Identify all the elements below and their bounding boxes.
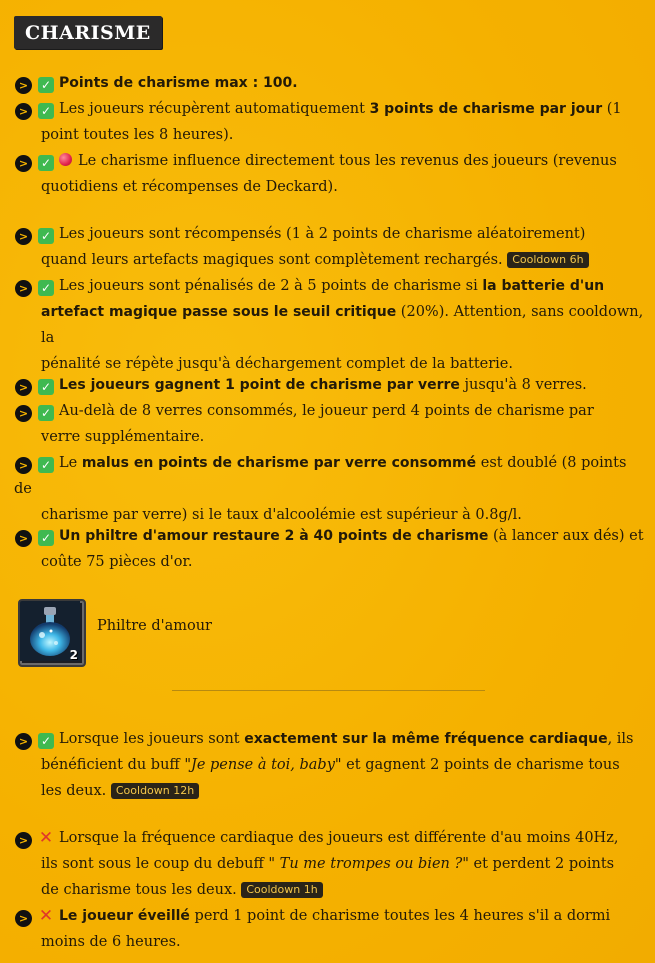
item-text: pénalité se répète jusqu'à déchargement complet de la batterie. bbox=[41, 356, 513, 372]
arrow-circle-icon: > bbox=[15, 405, 32, 422]
item-text: ils sont sous le coup du debuff " bbox=[41, 856, 280, 872]
item-text: moins de 6 heures. bbox=[41, 934, 181, 950]
item-text: Les joueurs sont pénalisés de 2 à 5 points de charisme si bbox=[59, 278, 483, 294]
title-banner bbox=[14, 16, 162, 49]
item-text: (20%). Attention, sans cooldown, la bbox=[41, 304, 644, 346]
cross-mark-icon: ✕ bbox=[38, 906, 54, 926]
list-item bbox=[14, 273, 644, 377]
item-bold-text: exactement sur la même fréquence cardiaque bbox=[244, 731, 608, 747]
arrow-circle-icon: > bbox=[15, 379, 32, 396]
check-mark-icon: ✓ bbox=[38, 457, 54, 473]
list-item bbox=[14, 726, 644, 804]
red-circle-icon bbox=[59, 153, 72, 166]
arrow-circle-icon: > bbox=[15, 280, 32, 297]
arrow-circle-icon: > bbox=[15, 77, 32, 94]
list-item bbox=[14, 70, 644, 96]
arrow-circle-icon: > bbox=[15, 530, 32, 547]
item-text: Le bbox=[59, 455, 82, 471]
item-text: (1 bbox=[602, 101, 622, 117]
divider bbox=[172, 690, 485, 691]
potion-count: 2 bbox=[69, 648, 78, 662]
cooldown-badge: Cooldown 6h bbox=[507, 252, 588, 268]
cooldown-badge: Cooldown 12h bbox=[111, 783, 199, 799]
item-bold-text: malus en points de charisme par verre consommé bbox=[81, 455, 477, 471]
list-item bbox=[14, 96, 644, 148]
page-title: CHARISME bbox=[25, 22, 151, 44]
check-mark-icon: ✓ bbox=[38, 530, 54, 546]
potion-label: Philtre d'amour bbox=[97, 618, 212, 634]
item-text: est doublé (8 points de bbox=[14, 455, 627, 497]
arrow-circle-icon: > bbox=[15, 228, 32, 245]
item-text: coûte 75 pièces d'or. bbox=[41, 554, 193, 570]
check-mark-icon: ✓ bbox=[38, 405, 54, 421]
item-text: quotidiens et récompenses de Deckard). bbox=[41, 179, 338, 195]
arrow-circle-icon: > bbox=[15, 457, 32, 474]
item-text: Les joueurs sont récompensés (1 à 2 points de charisme aléatoirement) bbox=[59, 226, 586, 242]
item-bold-text: 3 points de charisme par jour bbox=[369, 101, 603, 117]
check-mark-icon: ✓ bbox=[38, 228, 54, 244]
list-item bbox=[14, 372, 644, 398]
item-text: Points de charisme max : 100. bbox=[59, 75, 298, 91]
item-text: perd 1 point de charisme toutes les 4 heures s'il a dormi bbox=[189, 908, 611, 924]
arrow-circle-icon: > bbox=[15, 832, 32, 849]
item-text: , ils bbox=[607, 731, 634, 747]
check-mark-icon: ✓ bbox=[38, 77, 54, 93]
check-mark-icon: ✓ bbox=[38, 733, 54, 749]
item-text: Lorsque la fréquence cardiaque des joueurs est différente d'au moins 40Hz, bbox=[59, 830, 619, 846]
list-item bbox=[14, 148, 644, 200]
check-mark-icon: ✓ bbox=[38, 103, 54, 119]
cooldown-badge: Cooldown 1h bbox=[241, 882, 322, 898]
arrow-circle-icon: > bbox=[15, 733, 32, 750]
check-mark-icon: ✓ bbox=[38, 280, 54, 296]
arrow-circle-icon: > bbox=[15, 103, 32, 120]
item-text: les deux. bbox=[41, 783, 107, 799]
item-text: " et gagnent 2 points de charisme tous bbox=[334, 757, 620, 773]
arrow-circle-icon: > bbox=[15, 910, 32, 927]
debuff-name: Tu me trompes ou bien ? bbox=[279, 856, 463, 872]
check-mark-icon: ✓ bbox=[38, 155, 54, 171]
love-potion-icon[interactable] bbox=[18, 599, 86, 667]
cross-mark-icon: ✕ bbox=[38, 828, 54, 848]
item-bold-text: la batterie d'un bbox=[482, 278, 605, 294]
item-text: jusqu'à 8 verres. bbox=[459, 377, 587, 393]
list-item bbox=[14, 450, 644, 528]
item-text: " et perdent 2 points bbox=[462, 856, 615, 872]
item-text: charisme par verre) si le taux d'alcoolémie est supérieur à 0.8g/l. bbox=[41, 507, 522, 523]
item-text: quand leurs artefacts magiques sont complètement rechargés. bbox=[41, 252, 503, 268]
list-item bbox=[14, 523, 644, 575]
item-text: (à lancer aux dés) et bbox=[488, 528, 644, 544]
item-text: Lorsque les joueurs sont bbox=[59, 731, 245, 747]
item-text: verre supplémentaire. bbox=[41, 429, 205, 445]
list-item bbox=[14, 398, 644, 450]
buff-name: Je pense à toi, baby bbox=[191, 757, 335, 773]
item-bold-text: Les joueurs gagnent 1 point de charisme par verre bbox=[59, 377, 460, 393]
item-text: Les joueurs récupèrent automatiquement bbox=[59, 101, 370, 117]
item-text: Au-delà de 8 verres consommés, le joueur perd 4 points de charisme par bbox=[59, 403, 594, 419]
check-mark-icon: ✓ bbox=[38, 379, 54, 395]
list-item bbox=[14, 221, 644, 273]
item-bold-text: artefact magique passe sous le seuil critique bbox=[41, 304, 397, 320]
list-item bbox=[14, 825, 644, 903]
item-bold-text: Le joueur éveillé bbox=[59, 908, 190, 924]
list-item bbox=[14, 903, 644, 955]
item-text: point toutes les 8 heures). bbox=[41, 127, 234, 143]
arrow-circle-icon: > bbox=[15, 155, 32, 172]
item-text: de charisme tous les deux. bbox=[41, 882, 237, 898]
item-text: bénéficient du buff " bbox=[41, 757, 191, 773]
item-text: Le charisme influence directement tous les revenus des joueurs (revenus bbox=[78, 153, 617, 169]
item-bold-text: Un philtre d'amour restaure 2 à 40 points de charisme bbox=[59, 528, 489, 544]
